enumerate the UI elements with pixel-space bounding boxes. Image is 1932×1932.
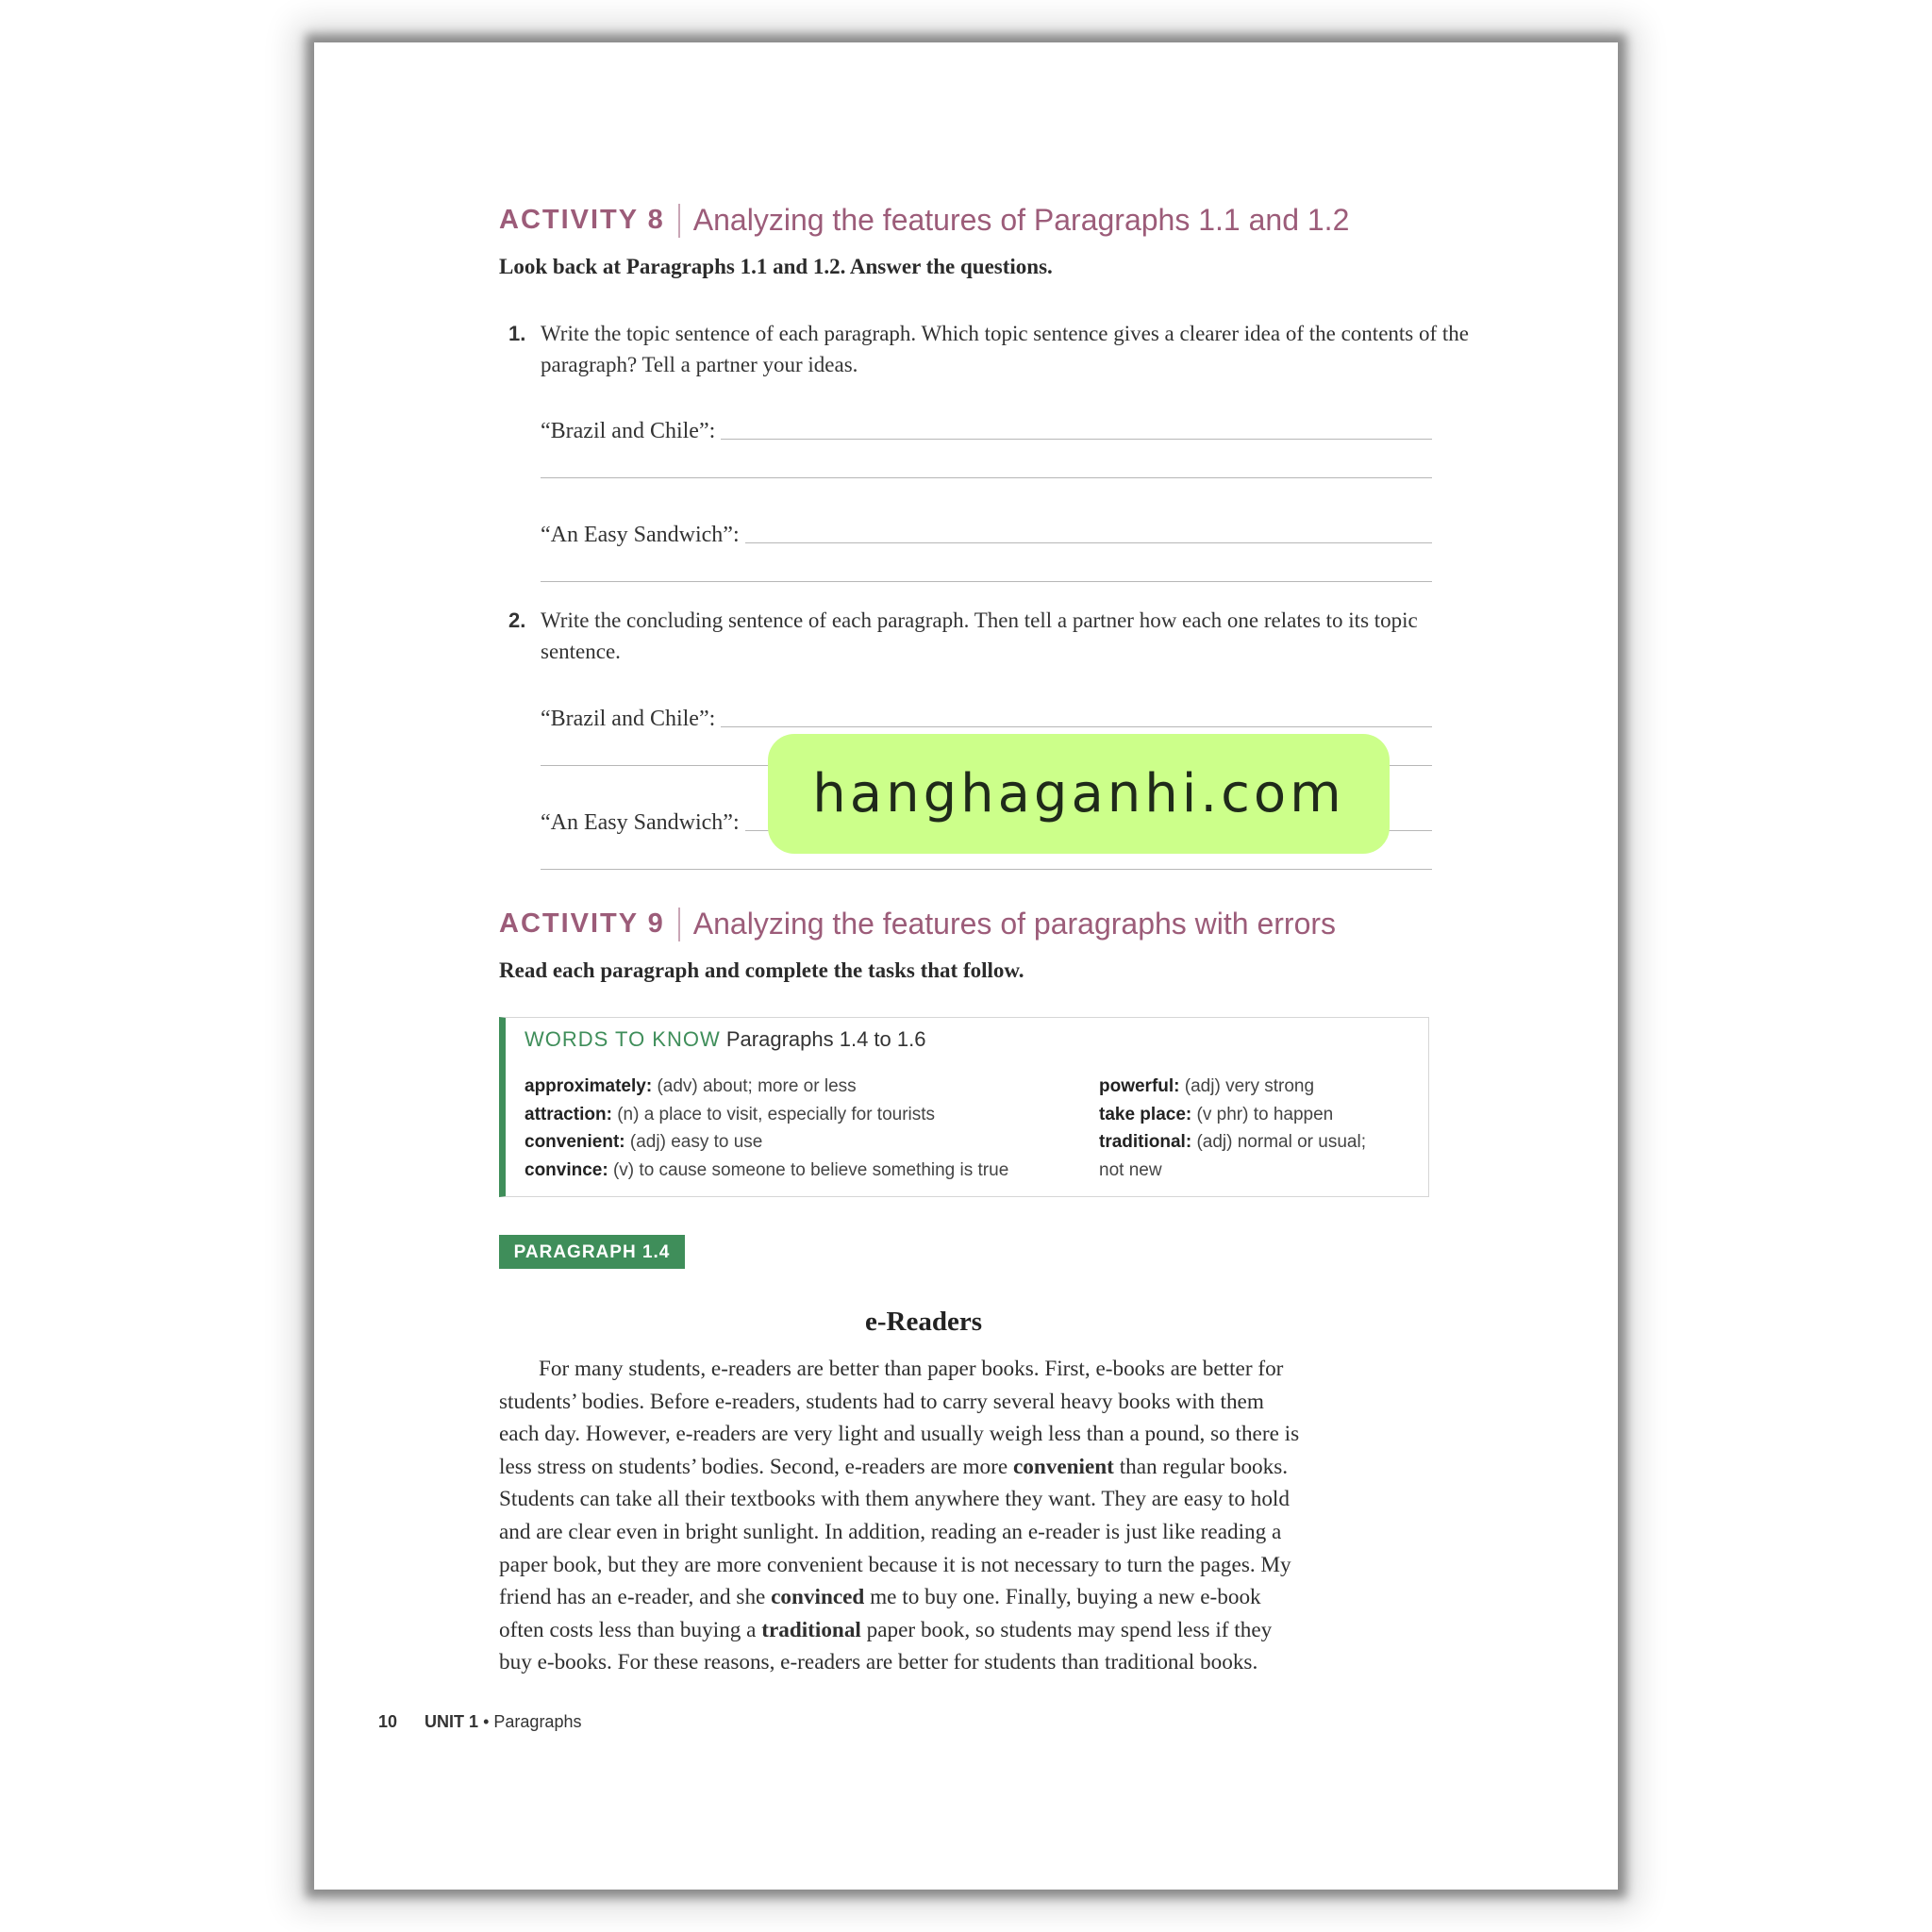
watermark-text: hanghaganhi.com [812, 763, 1345, 824]
bold-vocabulary-word: convinced [771, 1585, 865, 1610]
textbook-page [314, 42, 1618, 1890]
heading-divider [678, 204, 680, 238]
answer-label: “Brazil and Chile”: [541, 707, 716, 731]
paragraph-line: buy e-books. For these reasons, e-readers are better for students than traditional books. [499, 1650, 1258, 1675]
answer-label: “An Easy Sandwich”: [541, 810, 740, 835]
definition-item [1099, 1101, 1366, 1129]
page-number: 10 [378, 1712, 398, 1731]
line-text: less stress on students’ bodies. Second, e-readers are more [499, 1454, 1013, 1479]
definition-item [525, 1073, 1008, 1101]
term-definition: (adj) easy to use [629, 1132, 763, 1152]
answer-label: “Brazil and Chile”: [541, 419, 716, 443]
paragraph-line [499, 1581, 1348, 1614]
definition-item [1099, 1128, 1366, 1157]
paragraph-line: and are clear even in bright sunlight. In addition, reading an e-reader is just like reading a [499, 1519, 1282, 1544]
paragraph-title: e-Readers [864, 1307, 982, 1337]
activity-9-heading [499, 907, 1336, 941]
bold-vocabulary-word: traditional [761, 1617, 861, 1642]
term-definition: (n) a place to visit, especially for tourists [617, 1104, 936, 1124]
activity-8-instruction: Look back at Paragraphs 1.1 and 1.2. Answer the questions. [499, 255, 1053, 278]
page-footer [378, 1712, 581, 1732]
activity-9-instruction: Read each paragraph and complete the tasks that follow. [499, 958, 1024, 982]
question-1-number: 1. [508, 322, 526, 345]
line-text: paper book, so students may spend less if they [860, 1617, 1273, 1642]
activity-8-label: ACTIVITY 8 [499, 205, 665, 235]
definition-item [1099, 1073, 1366, 1101]
unit-label: UNIT 1 [425, 1712, 479, 1731]
watermark-banner [768, 734, 1390, 854]
words-to-know-heading: WORDS TO KNOW [525, 1027, 721, 1051]
line-text: often costs less than buying a [499, 1617, 762, 1642]
activity-8-title: Analyzing the features of Paragraphs 1.1 and 1.2 [692, 203, 1350, 237]
definition-item [525, 1128, 1008, 1157]
term: attraction: [525, 1104, 612, 1124]
activity-9-title: Analyzing the features of paragraphs with errors [692, 907, 1337, 941]
answer-row[interactable] [541, 511, 1432, 549]
activity-9-label: ACTIVITY 9 [499, 908, 665, 939]
definitions-column-1 [525, 1073, 1008, 1184]
answer-line[interactable] [541, 477, 1432, 478]
answer-line[interactable] [721, 726, 1432, 727]
term-definition: (adv) about; more or less [657, 1076, 857, 1096]
question-2-number: 2. [508, 608, 526, 632]
definition-continuation: not new [1099, 1159, 1162, 1180]
term: convenient: [525, 1132, 625, 1152]
line-text: than regular books. [1113, 1454, 1289, 1479]
question-2-text: Write the concluding sentence of each paragraph. Then tell a partner how each one relates to its topic sentence. [541, 608, 1418, 663]
term-definition: (v phr) to happen [1196, 1104, 1334, 1124]
term: convince: [525, 1159, 608, 1180]
words-to-know-title [525, 1027, 925, 1052]
answer-row[interactable] [541, 408, 1432, 445]
section-name: Paragraphs [493, 1712, 582, 1731]
answer-line[interactable] [541, 581, 1432, 582]
paragraph-line: Students can take all their textbooks with them anywhere they want. They are easy to hold [499, 1487, 1290, 1512]
line-text: me to buy one. Finally, buying a new e-book [864, 1585, 1261, 1610]
answer-label: “An Easy Sandwich”: [541, 523, 740, 547]
paragraph-line: students’ bodies. Before e-readers, students had to carry several heavy books with them [499, 1389, 1264, 1414]
definition-item [525, 1101, 1008, 1129]
paragraph-line: For many students, e-readers are better than paper books. First, e-books are better for [539, 1357, 1284, 1381]
paragraph-tag: PARAGRAPH 1.4 [499, 1235, 685, 1269]
question-1-text: Write the topic sentence of each paragraph. Which topic sentence gives a clearer idea of the contents of the paragraph? Tell a partner your ideas. [541, 322, 1470, 376]
answer-line[interactable] [745, 542, 1432, 543]
term: powerful: [1099, 1076, 1180, 1096]
paragraph-line [499, 1614, 1348, 1647]
paragraph-line: each day. However, e-readers are very light and usually weigh less than a pound, so there is [499, 1422, 1300, 1447]
term-definition: (v) to cause someone to believe something is true [612, 1159, 1009, 1180]
definitions-column-2 [1099, 1073, 1366, 1184]
words-to-know-box [499, 1017, 1429, 1197]
term: traditional: [1099, 1132, 1192, 1152]
paragraph-body [499, 1353, 1348, 1679]
line-text: friend has an e-reader, and she [499, 1585, 772, 1610]
footer-separator: • [483, 1712, 490, 1731]
paragraph-line [499, 1451, 1348, 1484]
term-definition: (adj) normal or usual; [1196, 1132, 1366, 1152]
paragraph-line: paper book, but they are more convenient because it is not necessary to turn the pages. My [499, 1552, 1291, 1577]
answer-line[interactable] [541, 869, 1432, 870]
answer-line[interactable] [721, 439, 1432, 440]
activity-8-heading [499, 203, 1349, 238]
heading-divider [678, 908, 680, 941]
term: approximately: [525, 1076, 653, 1096]
definition-item [525, 1157, 1008, 1185]
bold-vocabulary-word: convenient [1012, 1454, 1114, 1479]
answer-row[interactable] [541, 695, 1432, 733]
term: take place: [1099, 1104, 1192, 1124]
term-definition: (adj) very strong [1184, 1076, 1315, 1096]
words-to-know-subheading: Paragraphs 1.4 to 1.6 [725, 1027, 926, 1051]
